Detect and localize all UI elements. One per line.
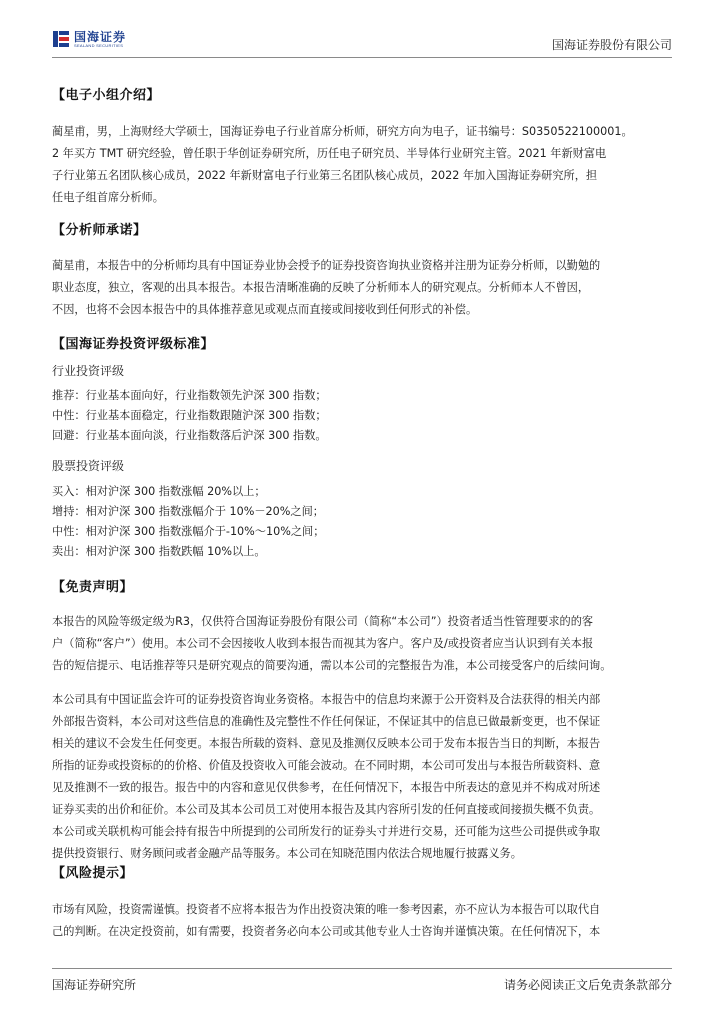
commitment-line: 职业态度，独立，客观的出具本报告。本报告清晰准确的反映了分析师本人的研究观点。分析师本人不曾因， — [52, 281, 590, 294]
footer-institute: 国海证券研究所 — [52, 978, 137, 992]
industry-rating-item: 中性：行业基本面稳定，行业指数跟随沪深 300 指数； — [52, 409, 327, 422]
disclaimer-line: 本公司具有中国证监会许可的证券投资咨询业务资格。本报告中的信息均来源于公开资料及合法获得的相关内部 — [52, 693, 601, 706]
disclaimer-line: 所指的证券或投资标的的价格、价值及投资收入可能会波动。在不同时期，本公司可发出与本报告所载资料、意 — [52, 759, 601, 772]
section-title-risk: 【风险提示】 — [52, 866, 134, 881]
disclaimer-line: 本报告的风险等级定级为R3，仅供符合国海证券股份有限公司（简称“本公司”）投资者适当性管理要求的的客 — [52, 615, 594, 628]
industry-rating-heading: 行业投资评级 — [52, 364, 125, 378]
page-header — [52, 28, 672, 56]
logo-en-text: SEALAND SECURITIES — [74, 42, 124, 48]
disclaimer-line: 告的短信提示、电话推荐等只是研究观点的简要沟通，需以本公司的完整报告为准，本公司接受客户的后续问询。 — [52, 659, 612, 672]
header-company-name: 国海证券股份有限公司 — [551, 38, 672, 52]
risk-line: 己的判断。在决定投资前，如有需要，投资者务必向本公司或其他专业人士咨询并谨慎决策。在任何情况下，本 — [52, 925, 601, 938]
team-line: 任电子组首席分析师。 — [52, 191, 164, 204]
industry-rating-item: 回避：行业基本面向淡，行业指数落后沪深 300 指数。 — [52, 429, 327, 442]
disclaimer-line: 见及推测不一致的报告。报告中的内容和意见仅供参考，在任何情况下，本报告中所表达的意见并不构成对所述 — [52, 781, 601, 794]
disclaimer-paragraph-1 — [52, 611, 672, 677]
disclaimer-line: 证券买卖的出价和征价。本公司及其本公司员工对使用本报告及其内容所引发的任何直接或间接损失概不负责。 — [52, 803, 601, 816]
stock-rating-heading: 股票投资评级 — [52, 459, 125, 473]
stock-rating-item: 卖出：相对沪深 300 指数跌幅 10%以上。 — [52, 545, 266, 558]
team-line: 子行业第五名团队核心成员，2022 年新财富电子行业第三名团队核心成员，2022 年加入国海证券研究所，担 — [52, 169, 598, 182]
disclaimer-line: 本公司或关联机构可能会持有报告中所提到的公司所发行的证券头寸并进行交易，还可能为这些公司提供或争取 — [52, 825, 601, 838]
disclaimer-line: 相关的建议不会发生任何变更。本报告所载的资料、意见及推测仅反映本公司于发布本报告当日的判断，本报告 — [52, 737, 601, 750]
footer-divider — [52, 968, 672, 969]
stock-rating-item: 买入：相对沪深 300 指数涨幅 20%以上； — [52, 485, 266, 498]
disclaimer-line: 外部报告资料，本公司对这些信息的准确性及完整性不作任何保证，不保证其中的信息已做最新变更，也不保证 — [52, 715, 601, 728]
section-title-commitment: 【分析师承诺】 — [52, 223, 147, 238]
commitment-line: 不因，也将不会因本报告中的具体推荐意见或观点而直接或间接收到任何形式的补偿。 — [52, 303, 478, 316]
header-divider — [52, 57, 672, 58]
section-title-rating: 【国海证券投资评级标准】 — [52, 337, 215, 352]
risk-line: 市场有风险，投资需谨慎。投资者不应将本报告为作出投资决策的唯一参考因素，亦不应认为本报告可以取代自 — [52, 903, 601, 916]
team-paragraph — [52, 121, 672, 209]
industry-rating-item: 推荐：行业基本面向好，行业指数领先沪深 300 指数； — [52, 389, 327, 402]
stock-rating-item: 增持：相对沪深 300 指数涨幅介于 10%－20%之间； — [52, 505, 324, 518]
team-line: 蔺星甫，男，上海财经大学硕士，国海证券电子行业首席分析师，研究方向为电子，证书编号：S0350522100001。 — [52, 125, 633, 138]
disclaimer-line: 户（简称“客户”）使用。本公司不会因接收人收到本报告而视其为客户。客户及/或投资者应当认识到有关本报 — [52, 637, 594, 650]
logo-mark-icon — [52, 30, 70, 48]
team-line: 2 年买方 TMT 研究经验，曾任职于华创证券研究所，历任电子研究员、半导体行业研究主管。2021 年新财富电 — [52, 147, 607, 160]
disclaimer-line: 提供投资银行、财务顾问或者金融产品等服务。本公司在知晓范围内依法合规地履行披露义务。 — [52, 847, 522, 860]
section-title-team: 【电子小组介绍】 — [52, 88, 161, 103]
logo-cn-text: 国海证券 — [74, 29, 127, 44]
company-logo — [52, 30, 126, 48]
section-title-disclaimer: 【免责声明】 — [52, 580, 134, 595]
commitment-paragraph — [52, 255, 672, 321]
stock-rating-item: 中性：相对沪深 300 指数涨幅介于-10%～10%之间； — [52, 525, 325, 538]
commitment-line: 蔺星甫，本报告中的分析师均具有中国证券业协会授予的证券投资咨询执业资格并注册为证券分析师，以勤勉的 — [52, 259, 601, 272]
footer-notice: 请务必阅读正文后免责条款部分 — [503, 978, 672, 992]
risk-paragraph — [52, 899, 672, 943]
disclaimer-paragraph-2 — [52, 689, 672, 865]
